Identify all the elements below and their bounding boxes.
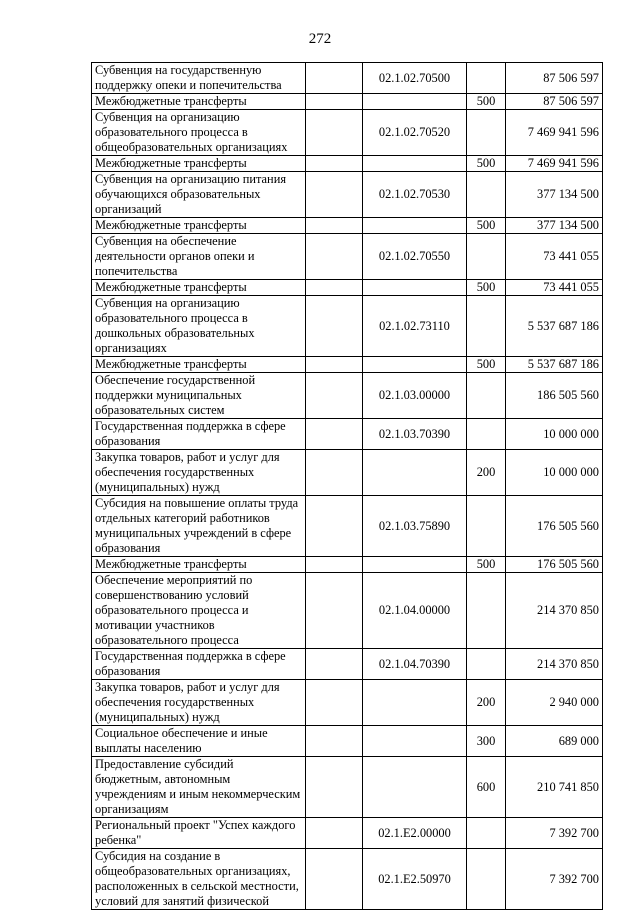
table-row [92,218,603,234]
table-row [92,649,603,680]
expense-type-cell: 600 [467,757,506,818]
expense-type-cell: 500 [467,557,506,573]
target-code-cell [363,280,467,296]
expense-type-cell: 500 [467,357,506,373]
item-name-cell: Межбюджетные трансферты [92,156,306,172]
amount-cell: 377 134 500 [506,218,603,234]
page-number: 272 [308,31,332,47]
empty-cell [306,357,363,373]
amount-cell: 5 537 687 186 [506,296,603,357]
empty-cell [306,450,363,496]
target-code-cell: 02.1.E2.50970 [363,849,467,910]
amount-cell: 186 505 560 [506,373,603,419]
amount-cell: 10 000 000 [506,419,603,450]
table-row [92,557,603,573]
item-name-cell: Закупка товаров, работ и услуг для обеспечения государственных (муниципальных) нужд [92,680,306,726]
empty-cell [306,280,363,296]
amount-cell: 7 392 700 [506,849,603,910]
table-row [92,172,603,218]
expense-type-cell [467,649,506,680]
target-code-cell: 02.1.02.70550 [363,234,467,280]
item-name-cell: Субвенция на государственную поддержку опеки и попечительства [92,63,306,94]
expense-type-cell: 500 [467,156,506,172]
target-code-cell: 02.1.02.70530 [363,172,467,218]
table-row [92,357,603,373]
expense-type-cell: 500 [467,218,506,234]
empty-cell [306,573,363,649]
item-name-cell: Обеспечение мероприятий по совершенствованию условий образовательного процесса и мотивации участников образовательного процесса [92,573,306,649]
table-row [92,496,603,557]
target-code-cell: 02.1.E2.00000 [363,818,467,849]
target-code-cell: 02.1.04.70390 [363,649,467,680]
table-row [92,280,603,296]
target-code-cell [363,726,467,757]
target-code-cell [363,557,467,573]
item-name-cell: Региональный проект "Успех каждого ребенка" [92,818,306,849]
table-row [92,296,603,357]
empty-cell [306,419,363,450]
amount-cell: 7 469 941 596 [506,156,603,172]
target-code-cell [363,680,467,726]
item-name-cell: Субвенция на организацию образовательного процесса в общеобразовательных организациях [92,110,306,156]
expense-type-cell [467,234,506,280]
amount-cell: 87 506 597 [506,63,603,94]
table-row [92,94,603,110]
amount-cell: 73 441 055 [506,234,603,280]
expense-type-cell [467,110,506,156]
table-row [92,757,603,818]
item-name-cell: Межбюджетные трансферты [92,218,306,234]
target-code-cell: 02.1.03.00000 [363,373,467,419]
expense-type-cell [467,818,506,849]
item-name-cell: Субвенция на организацию питания обучающихся образовательных организаций [92,172,306,218]
empty-cell [306,757,363,818]
expense-type-cell: 200 [467,450,506,496]
amount-cell: 689 000 [506,726,603,757]
empty-cell [306,557,363,573]
empty-cell [306,172,363,218]
empty-cell [306,726,363,757]
empty-cell [306,94,363,110]
table-row [92,234,603,280]
target-code-cell [363,94,467,110]
empty-cell [306,156,363,172]
amount-cell: 7 392 700 [506,818,603,849]
target-code-cell: 02.1.04.00000 [363,573,467,649]
amount-cell: 214 370 850 [506,649,603,680]
amount-cell: 377 134 500 [506,172,603,218]
item-name-cell: Субвенция на организацию образовательного процесса в дошкольных образовательных организациях [92,296,306,357]
table-row [92,573,603,649]
table-row [92,726,603,757]
item-name-cell: Субвенция на обеспечение деятельности органов опеки и попечительства [92,234,306,280]
item-name-cell: Социальное обеспечение и иные выплаты населению [92,726,306,757]
budget-table [91,62,603,910]
table-row [92,680,603,726]
item-name-cell: Обеспечение государственной поддержки муниципальных образовательных систем [92,373,306,419]
target-code-cell [363,450,467,496]
target-code-cell: 02.1.03.70390 [363,419,467,450]
amount-cell: 210 741 850 [506,757,603,818]
amount-cell: 5 537 687 186 [506,357,603,373]
table-row [92,63,603,94]
amount-cell: 2 940 000 [506,680,603,726]
expense-type-cell [467,573,506,649]
target-code-cell [363,156,467,172]
amount-cell: 176 505 560 [506,496,603,557]
expense-type-cell: 300 [467,726,506,757]
table-row [92,450,603,496]
empty-cell [306,63,363,94]
expense-type-cell [467,63,506,94]
empty-cell [306,680,363,726]
target-code-cell: 02.1.02.70520 [363,110,467,156]
table-row [92,818,603,849]
target-code-cell [363,218,467,234]
amount-cell: 176 505 560 [506,557,603,573]
expense-type-cell [467,296,506,357]
empty-cell [306,110,363,156]
empty-cell [306,234,363,280]
target-code-cell [363,757,467,818]
item-name-cell: Межбюджетные трансферты [92,557,306,573]
item-name-cell: Субсидия на создание в общеобразовательных организациях, расположенных в сельской местности, условий для занятий физической [92,849,306,910]
empty-cell [306,818,363,849]
expense-type-cell [467,849,506,910]
amount-cell: 10 000 000 [506,450,603,496]
expense-type-cell [467,419,506,450]
amount-cell: 87 506 597 [506,94,603,110]
expense-type-cell [467,496,506,557]
item-name-cell: Предоставление субсидий бюджетным, автономным учреждениям и иным некоммерческим организациям [92,757,306,818]
empty-cell [306,218,363,234]
expense-type-cell: 500 [467,94,506,110]
expense-type-cell [467,172,506,218]
target-code-cell: 02.1.02.70500 [363,63,467,94]
item-name-cell: Межбюджетные трансферты [92,280,306,296]
table-row [92,419,603,450]
empty-cell [306,373,363,419]
table-row [92,373,603,419]
target-code-cell [363,357,467,373]
target-code-cell: 02.1.03.75890 [363,496,467,557]
empty-cell [306,296,363,357]
empty-cell [306,496,363,557]
item-name-cell: Субсидия на повышение оплаты труда отдельных категорий работников муниципальных учреждений в сфере образования [92,496,306,557]
table-row [92,849,603,910]
expense-type-cell: 200 [467,680,506,726]
expense-type-cell [467,373,506,419]
item-name-cell: Государственная поддержка в сфере образования [92,419,306,450]
amount-cell: 7 469 941 596 [506,110,603,156]
item-name-cell: Межбюджетные трансферты [92,357,306,373]
empty-cell [306,649,363,680]
expense-type-cell: 500 [467,280,506,296]
amount-cell: 73 441 055 [506,280,603,296]
target-code-cell: 02.1.02.73110 [363,296,467,357]
item-name-cell: Закупка товаров, работ и услуг для обеспечения государственных (муниципальных) нужд [92,450,306,496]
empty-cell [306,849,363,910]
item-name-cell: Межбюджетные трансферты [92,94,306,110]
table-row [92,156,603,172]
table-row [92,110,603,156]
item-name-cell: Государственная поддержка в сфере образования [92,649,306,680]
amount-cell: 214 370 850 [506,573,603,649]
